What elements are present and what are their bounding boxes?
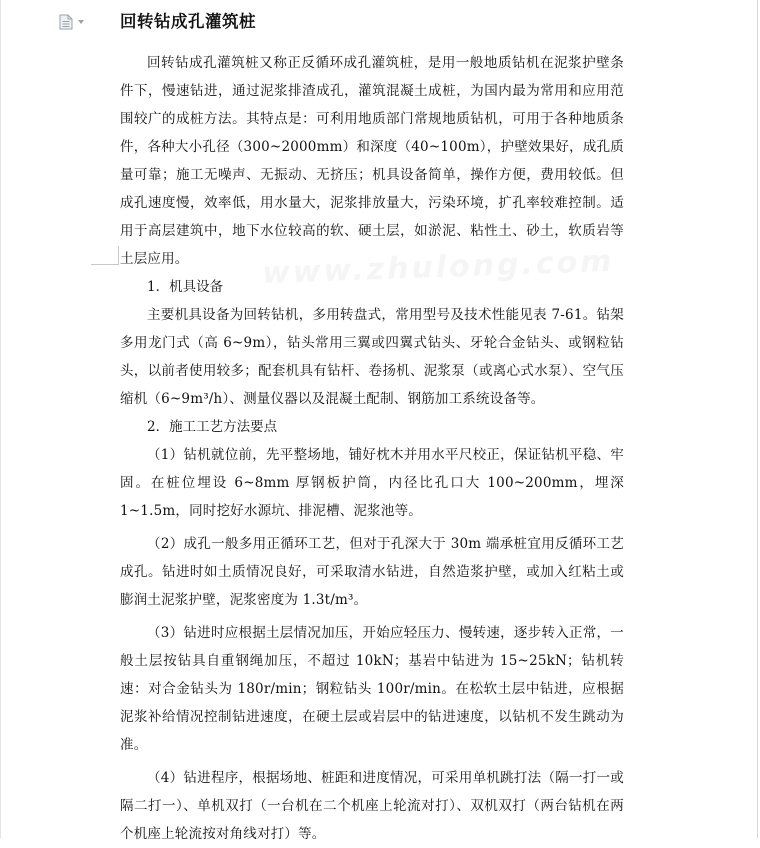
document-outline-icon	[59, 14, 73, 30]
process-step-4: （4）钻进程序，根据场地、桩距和进度情况，可采用单机跳打法（隔一打一或隔二打一）、单机双打（一台机在二个机座上轮流对打）、双机双打（两台钻机在两个机座上轮流按对角线对打）等。	[120, 770, 624, 842]
document-title: 回转钻成孔灌筑桩	[120, 12, 256, 31]
page-right-edge	[757, 0, 758, 838]
process-step-2: （2）成孔一般多用正循环工艺，但对于孔深大于 30m 端承桩宜用反循环工艺成孔。钻进时如土质情况良好，可采取清水钻进，自然造浆护壁，或加入红粘土或膨润土泥浆护壁，泥浆密度为 1.3t/m³。	[120, 536, 624, 608]
process-step-3: （3）钻进时应根据土层情况加压，开始应轻压力、慢转速，逐步转入正常，一般土层按钻具自重钢绳加压，不超过 10kN；基岩中钻进为 15~25kN；钻机转速：对合金钻头为 180r/min；钢粒钻头 100r/min。在松软土层中钻进，应根据泥浆补给情况控制钻进速度，在硬土层或岩层中的钻进速度，以钻机不发生跳动为准。	[120, 625, 624, 753]
outline-toggle-button[interactable]	[59, 13, 87, 31]
page-left-edge	[0, 0, 1, 838]
equipment-paragraph: 主要机具设备为回转钻机，多用转盘式，常用型号及技术性能见表 7-61。钻架多用龙门式（高 6~9m），钻头常用三翼或四翼式钻头、牙轮合金钻头、或钢粒钻头，以前者使用较多；配套机具有钻杆、卷扬机、泥浆泵（或离心式水泵）、空气压缩机（6~9m³/h）、测量仪器以及混凝土配制、钢筋加工系统设备等。	[120, 307, 624, 407]
page-corner-mark	[91, 246, 119, 265]
watermark: www.zhulong.com	[261, 243, 616, 292]
process-step-1: （1）钻机就位前，先平整场地，铺好枕木并用水平尺校正，保证钻机平稳、牢固。在桩位埋设 6~8mm 厚钢板护筒，内径比孔口大 100~200mm，埋深 1~1.5m，同时挖好水源坑、排泥槽、泥浆池等。	[120, 447, 624, 519]
document-body	[120, 9, 624, 848]
section-heading-equipment: 1．机具设备	[147, 279, 224, 295]
intro-paragraph: 回转钻成孔灌筑桩又称正反循环成孔灌筑桩，是用一般地质钻机在泥浆护壁条件下，慢速钻进，通过泥浆排渣成孔，灌筑混凝土成桩，为国内最为常用和应用范围较广的成桩方法。其特点是：可利用地质部门常规地质钻机，可用于各种地质条件，各种大小孔径（300~2000mm）和深度（40~100m），护壁效果好，成孔质量可靠；施工无噪声、无振动、无挤压；机具设备简单，操作方便，费用较低。但成孔速度慢，效率低，用水量大，泥浆排放量大，污染环境，扩孔率较难控制。适用于高层建筑中，地下水位较高的软、硬土层，如淤泥、粘性土、砂土，软质岩等土层应用。	[120, 55, 624, 267]
section-heading-process: 2．施工工艺方法要点	[147, 419, 278, 435]
chevron-down-icon	[78, 20, 84, 24]
